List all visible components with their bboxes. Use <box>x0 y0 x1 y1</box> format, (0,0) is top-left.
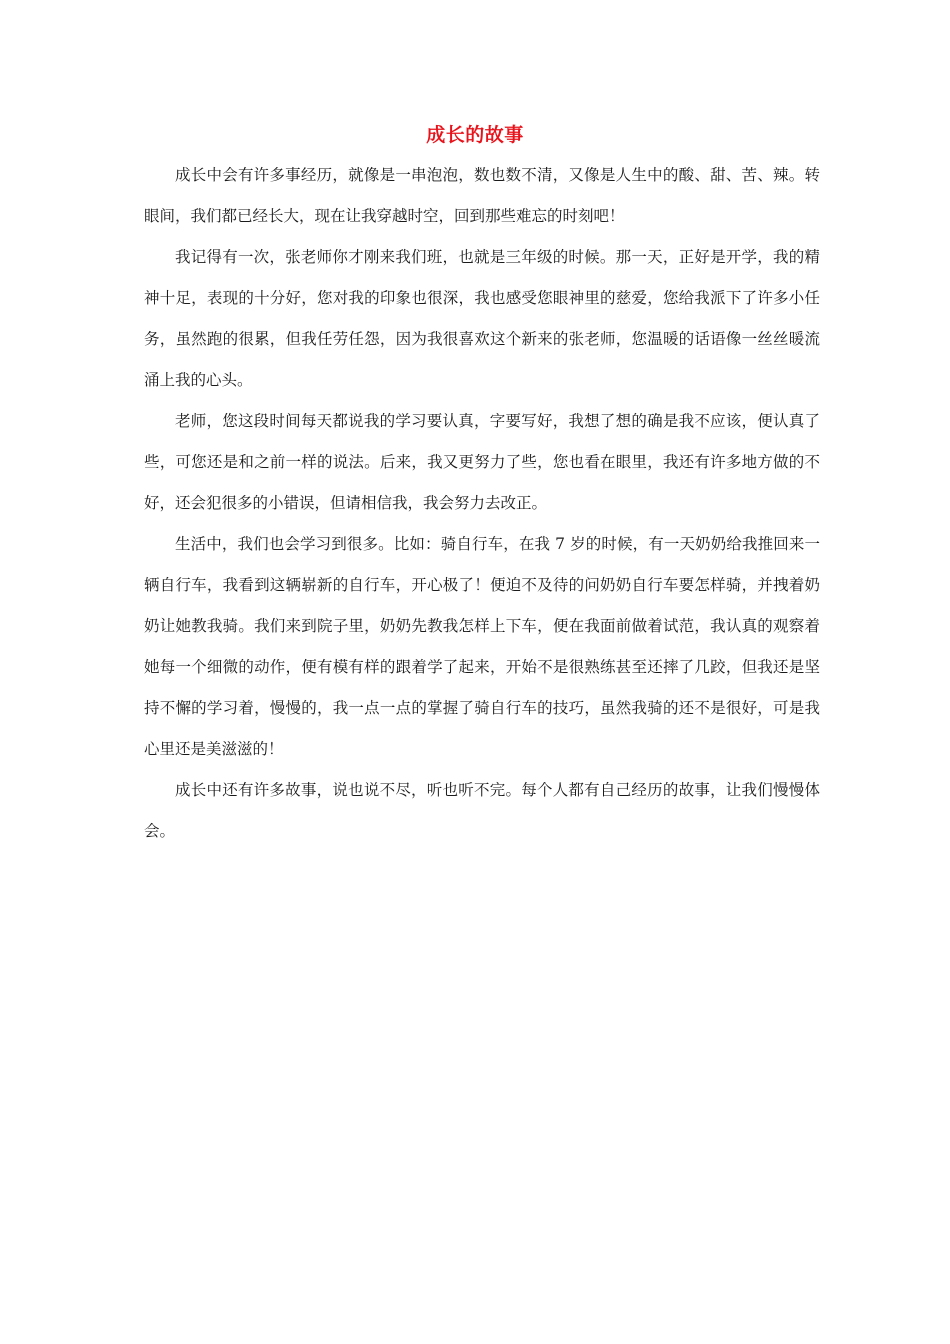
paragraph-1: 成长中会有许多事经历，就像是一串泡泡，数也数不清，又像是人生中的酸、甜、苦、辣。转眼间，我们都已经长大，现在让我穿越时空，回到那些难忘的时刻吧！ <box>144 166 820 225</box>
paragraph-4: 生活中，我们也会学习到很多。比如：骑自行车，在我 7 岁的时候，有一天奶奶给我推回来一辆自行车，我看到这辆崭新的自行车，开心极了！便迫不及待的问奶奶自行车要怎样骑，并拽着奶奶让她教我骑。我们来到院子里，奶奶先教我怎样上下车，便在我面前做着试范，我认真的观察着她每一个细微的动作，便有模有样的跟着学了起来，开始不是很熟练甚至还摔了几跤，但我还是坚持不懈的学习着，慢慢的，我一点一点的掌握了骑自行车的技巧，虽然我骑的还不是很好，可是我心里还是美滋滋的！ <box>144 535 820 758</box>
document-title: 成长的故事 <box>426 124 524 146</box>
paragraph-5: 成长中还有许多故事，说也说不尽，听也听不完。每个人都有自己经历的故事，让我们慢慢体会。 <box>144 781 820 840</box>
paragraph-3: 老师，您这段时间每天都说我的学习要认真，字要写好，我想了想的确是我不应该，便认真了些，可您还是和之前一样的说法。后来，我又更努力了些，您也看在眼里，我还有许多地方做的不好，还会犯很多的小错误，但请相信我，我会努力去改正。 <box>144 412 820 512</box>
article-body <box>144 155 820 852</box>
paragraph-2: 我记得有一次，张老师你才刚来我们班，也就是三年级的时候。那一天，正好是开学，我的精神十足，表现的十分好，您对我的印象也很深，我也感受您眼神里的慈爱，您给我派下了许多小任务，虽然跑的很累，但我任劳任怨，因为我很喜欢这个新来的张老师，您温暖的话语像一丝丝暖流涌上我的心头。 <box>144 248 820 389</box>
